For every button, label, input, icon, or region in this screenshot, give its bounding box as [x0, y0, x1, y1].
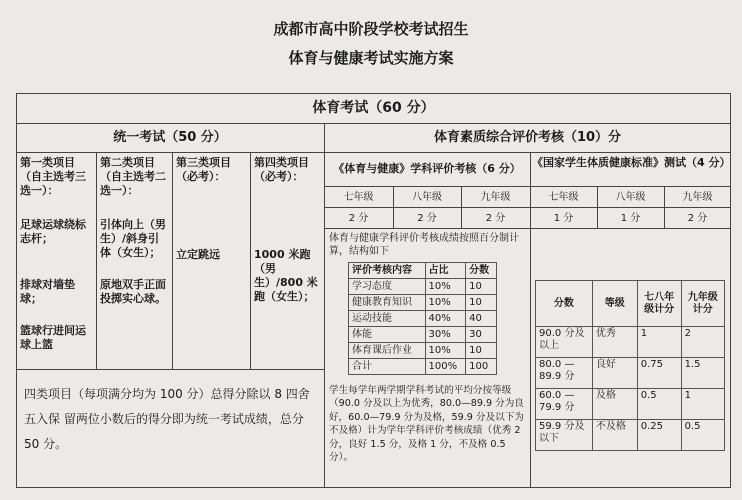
- table-cell: 0.5: [681, 420, 724, 451]
- grade-score: 2 分: [485, 213, 506, 224]
- category-2-item: 引体向上（男生）/斜身引体（女生）；: [100, 218, 166, 259]
- unified-exam-note: 四类项目（每项满分均为 100 分）总得分除以 8 四舍五入保 留两位小数后的得分即为统一考试成绩，总分 50 分。: [24, 387, 310, 451]
- table-cell: 0.75: [637, 358, 681, 389]
- table-cell: 30%: [425, 327, 466, 343]
- category-2-name: 第二类项目（自主选考二选一）：: [100, 156, 166, 197]
- divider: [96, 152, 97, 369]
- subject-eval-intro: 体育与健康学科评价考核成绩按照百分制计算，结构如下: [329, 233, 519, 257]
- divider: [530, 186, 731, 187]
- column-header: 九年级计分: [681, 281, 724, 327]
- table-cell: 0.5: [637, 389, 681, 420]
- table-row: [536, 420, 725, 451]
- table-row: [536, 389, 725, 420]
- table-cell: 及格: [592, 389, 637, 420]
- column-header: 占比: [425, 263, 466, 279]
- grade-label: 九年级: [480, 192, 511, 203]
- table-cell: 学习态度: [349, 279, 426, 295]
- national-std-table: [535, 280, 725, 451]
- category-3-item: 立定跳远: [176, 248, 220, 261]
- category-1-item: 排球对墙垫球；: [20, 278, 75, 305]
- table-cell: 体育课后作业: [349, 343, 426, 359]
- table-cell: 良好: [592, 358, 637, 389]
- doc-title-line2: 体育与健康考试实施方案: [288, 49, 454, 67]
- national-std-title: 《国家学生体质健康标准》测试（4 分）: [532, 156, 731, 169]
- table-cell: 30: [466, 327, 497, 343]
- table-cell: 40%: [425, 311, 466, 327]
- doc-title-line1: 成都市高中阶段学校考试招生: [273, 20, 469, 38]
- grade-score: 2 分: [348, 213, 369, 224]
- divider: [16, 152, 324, 153]
- table-cell: 2: [681, 327, 724, 358]
- subject-eval-title: 《体育与健康》学科评价考核（6 分）: [333, 162, 521, 175]
- pe-exam-title: 体育考试（60 分）: [312, 100, 435, 116]
- table-header-row: [536, 281, 725, 327]
- column-header: 分数: [536, 281, 593, 327]
- category-1-name: 第一类项目（自主选考三选一）：: [20, 156, 86, 197]
- divider: [324, 123, 325, 488]
- grade-label: 八年级: [412, 192, 442, 203]
- table-cell: 60.0 —79.9 分: [536, 389, 593, 420]
- category-4-item: 1000 米跑（男生）/800 米跑（女生）；: [254, 248, 318, 303]
- table-cell: 10%: [425, 343, 466, 359]
- table-cell: 10%: [425, 279, 466, 295]
- table-cell: 体能: [349, 327, 426, 343]
- divider: [324, 228, 530, 229]
- grade-score: 1 分: [620, 213, 641, 224]
- unified-exam-title: 统一考试（50 分）: [113, 130, 227, 145]
- table-cell: 不及格: [592, 420, 637, 451]
- table-cell: 100%: [425, 359, 466, 375]
- table-cell: 1: [637, 327, 681, 358]
- table-cell: 1.5: [681, 358, 724, 389]
- divider: [324, 152, 731, 153]
- table-row: [349, 295, 497, 311]
- category-2-item: 原地双手正面投掷实心球。: [100, 278, 166, 305]
- table-cell: 100: [466, 359, 497, 375]
- grade-score: 2 分: [687, 213, 708, 224]
- divider: [172, 152, 173, 369]
- table-cell: 0.25: [637, 420, 681, 451]
- divider: [324, 207, 530, 208]
- divider: [324, 186, 530, 187]
- table-cell: 10: [466, 279, 497, 295]
- table-row: [349, 343, 497, 359]
- table-row: [349, 311, 497, 327]
- column-header: 评价考核内容: [349, 263, 426, 279]
- divider: [530, 228, 731, 229]
- table-cell: 80.0 —89.9 分: [536, 358, 593, 389]
- category-1-item: 篮球行进间运球上篮: [20, 324, 86, 351]
- table-cell: 10%: [425, 295, 466, 311]
- column-header: 七八年级计分: [637, 281, 681, 327]
- table-cell: 合计: [349, 359, 426, 375]
- subject-eval-table: [348, 262, 497, 375]
- subject-eval-note: 学生每学年两学期学科考试的平均分按等级（90.0 分及以上为优秀，80.0—89.9 分为良好，60.0—79.9 分为及格，59.9 分及以下为不及格）计为学年学科评价考核成绩（优秀 2 分，良好 1.5 分，及格 1 分，不及格 0.5 分）。: [329, 385, 524, 464]
- table-cell: 90.0 分及以上: [536, 327, 593, 358]
- divider: [16, 369, 324, 370]
- grade-label: 七年级: [343, 192, 374, 203]
- category-4-name: 第四类项目（必考）：: [254, 156, 309, 183]
- table-row: [536, 358, 725, 389]
- column-header: 分数: [466, 263, 497, 279]
- grade-label: 七年级: [548, 192, 579, 203]
- table-header-row: [349, 263, 497, 279]
- column-header: 等级: [592, 281, 637, 327]
- table-cell: 运动技能: [349, 311, 426, 327]
- table-row: [349, 359, 497, 375]
- table-cell: 10: [466, 343, 497, 359]
- category-3-name: 第三类项目（必考）：: [176, 156, 231, 183]
- divider: [16, 123, 731, 124]
- divider: [250, 152, 251, 369]
- table-cell: 40: [466, 311, 497, 327]
- table-row: [536, 327, 725, 358]
- table-cell: 10: [466, 295, 497, 311]
- category-1-item: 足球运球绕标志杆；: [20, 218, 86, 245]
- grade-label: 八年级: [615, 192, 646, 203]
- table-row: [349, 279, 497, 295]
- grade-score: 1 分: [553, 213, 574, 224]
- divider: [530, 207, 731, 208]
- table-cell: 健康教育知识: [349, 295, 426, 311]
- grade-score: 2 分: [417, 213, 437, 224]
- table-row: [349, 327, 497, 343]
- grade-label: 九年级: [682, 192, 713, 203]
- quality-eval-title: 体育素质综合评价考核（10）分: [433, 130, 622, 145]
- table-cell: 优秀: [592, 327, 637, 358]
- table-cell: 1: [681, 389, 724, 420]
- table-cell: 59.9 分及以下: [536, 420, 593, 451]
